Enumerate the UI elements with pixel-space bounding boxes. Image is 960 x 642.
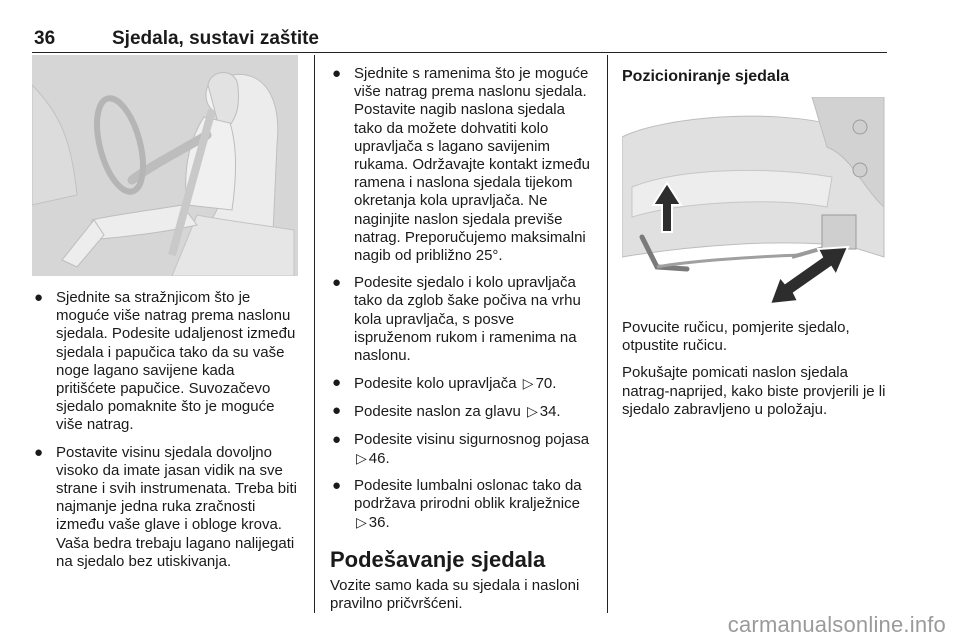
list-item <box>330 274 592 365</box>
list-item <box>330 431 592 468</box>
seat-adjustment-drawing <box>622 97 888 307</box>
column-divider <box>314 55 315 613</box>
bullet-text: Podesite kolo upravljača <box>354 375 517 393</box>
list-item <box>330 402 592 421</box>
subsection-heading: Pozicioniranje sjedala <box>622 68 790 85</box>
triangle-right-icon: ▷ <box>522 375 534 392</box>
page-reference-link[interactable]: 70. <box>535 375 557 393</box>
instruction-paragraph: Pokušajte pomicati naslon sjedala natrag-naprijed, kako biste provjerili je li sjedalo zabravljeno u položaju. <box>622 364 886 418</box>
seat-adjustment-illustration <box>622 97 888 307</box>
list-item <box>32 444 298 571</box>
bullet-icon: ● <box>34 289 44 306</box>
page-reference-link[interactable]: 46. <box>368 449 390 467</box>
bullet-icon: ● <box>332 402 342 420</box>
bullet-text: Sjednite sa stražnjicom što je moguće više natrag prema naslonu sjedala. Podesite udaljenost između sjedala i papučica tako da su vaše noge lagano savijene kada pritišćete papučice. Suvozačevo sjedalo pomaknite što je moguće više natrag. <box>56 289 296 434</box>
list-item <box>330 477 592 533</box>
bullet-text: Sjednite s ramenima što je moguće više natrag prema naslonu sjedala. Postavite nagib naslona sjedala tako da možete dohvatiti kolo upravljača s lagano savijenim rukama. Održavajte kontakt između ramena i naslona sjedala tijekom okretanja kola upravljača. Ne naginjite naslon sjedala previše natrag. Preporučujemo maksimalni nagib od približno 25°. <box>354 65 590 265</box>
watermark-link[interactable]: carmanualsonline.info <box>727 612 946 637</box>
driver-seating-drawing <box>32 55 298 276</box>
bullet-icon: ● <box>332 374 342 392</box>
bullet-icon: ● <box>332 477 342 495</box>
column-divider <box>607 55 608 613</box>
page-number: 36 <box>34 28 56 49</box>
column-2 <box>330 55 592 622</box>
driver-seating-illustration <box>32 55 298 276</box>
triangle-right-icon: ▷ <box>526 403 538 420</box>
bullet-icon: ● <box>332 65 342 82</box>
bullet-text: Podesite lumbalni oslonac tako da podržava prirodni oblik kralježnice <box>354 477 582 513</box>
bullet-text: Postavite visinu sjedala dovoljno visoko da imate jasan vidik na sve strane i svih instrumenata. Treba biti najmanje jedna ruka zračnosti između vaše glave i obloge krova. Vaša bedra trebaju lagano nalijegati na sjedalo bez utiskivanja. <box>56 443 297 570</box>
section-heading: Podešavanje sjedala <box>330 546 546 572</box>
instruction-paragraph: Povucite ručicu, pomjerite sjedalo, otpustite ručicu. <box>622 319 850 355</box>
triangle-right-icon: ▷ <box>356 449 367 466</box>
page-reference-link[interactable]: 36. <box>368 514 390 532</box>
bullet-text: Podesite naslon za glavu <box>354 403 521 421</box>
list-item <box>32 289 298 435</box>
column-3 <box>622 55 888 428</box>
list-item <box>330 374 592 393</box>
triangle-right-icon: ▷ <box>356 514 367 531</box>
page-title: Sjedala, sustavi zaštite <box>112 28 319 49</box>
bullet-icon: ● <box>332 430 342 448</box>
section-text: Vozite samo kada su sjedala i nasloni pravilno pričvršćeni. <box>330 576 580 612</box>
page-header <box>32 26 887 53</box>
list-item <box>330 65 592 265</box>
bullet-text: Podesite visinu sigurnosnog pojasa <box>354 430 590 448</box>
bullet-icon: ● <box>34 443 44 461</box>
column-1 <box>32 55 298 580</box>
bullet-text: Podesite sjedalo i kolo upravljača tako da zglob šake počiva na vrhu kola upravljača, s posve ispruženom rukom i ramenima na naslonu. <box>354 274 581 365</box>
page-reference-link[interactable]: 34. <box>539 403 561 421</box>
bullet-icon: ● <box>332 274 342 292</box>
